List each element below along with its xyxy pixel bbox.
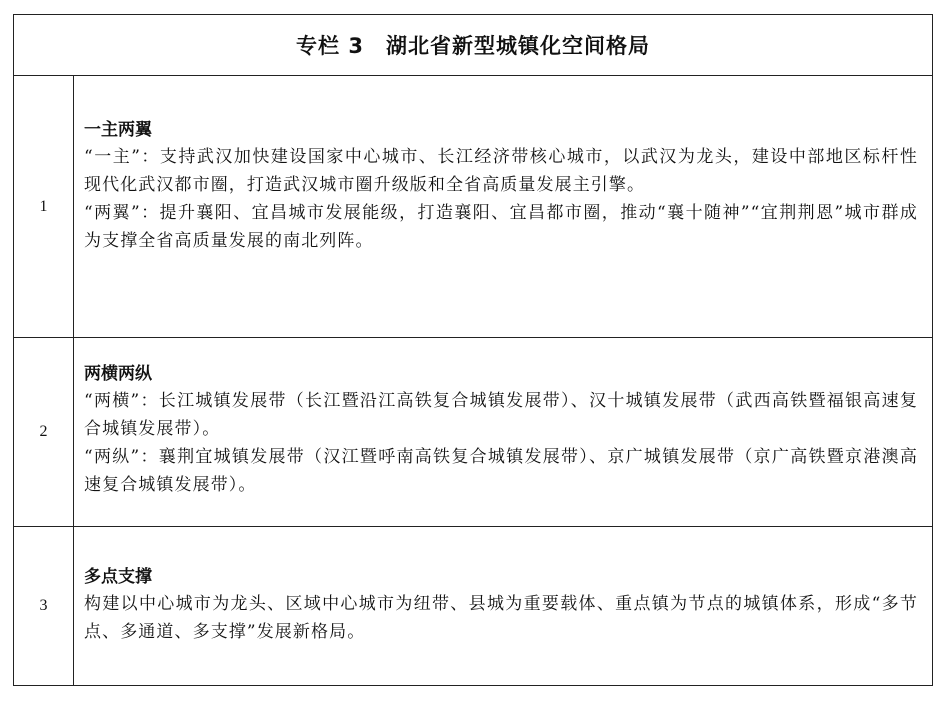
table-title-row — [14, 15, 932, 76]
row-paragraph: “两纵”：襄荆宜城镇发展带（汉江暨呼南高铁复合城镇发展带）、京广城镇发展带（京广高铁暨京港澳高速复合城镇发展带）。 — [84, 447, 918, 495]
row-paragraph: “两横”：长江城镇发展带（长江暨沿江高铁复合城镇发展带）、汉十城镇发展带（武西高铁暨福银高速复合城镇发展带）。 — [84, 391, 918, 439]
table-row — [14, 338, 932, 527]
row-paragraph: 构建以中心城市为龙头、区域中心城市为纽带、县城为重要载体、重点镇为节点的城镇体系，形成“多节点、多通道、多支撑”发展新格局。 — [84, 594, 918, 642]
row-heading: 一主两翼 — [84, 120, 152, 140]
row-number: 2 — [14, 338, 74, 526]
row-heading: 两横两纵 — [84, 364, 152, 384]
row-number: 3 — [14, 527, 74, 685]
row-paragraph: “两翼”：提升襄阳、宜昌城市发展能级，打造襄阳、宜昌都市圈，推动“襄十随神”“宜荆荆恩”城市群成为支撑全省高质量发展的南北列阵。 — [84, 203, 918, 251]
row-content — [74, 527, 932, 685]
row-content — [74, 76, 932, 337]
row-number: 1 — [14, 76, 74, 337]
row-paragraph: “一主”：支持武汉加快建设国家中心城市、长江经济带核心城市，以武汉为龙头，建设中部地区标杆性现代化武汉都市圈，打造武汉城市圈升级版和全省高质量发展主引擎。 — [84, 147, 918, 195]
table-row — [14, 527, 932, 685]
table-row — [14, 76, 932, 338]
table-title: 专栏 3 湖北省新型城镇化空间格局 — [296, 34, 650, 58]
table — [13, 14, 933, 686]
row-heading: 多点支撑 — [84, 567, 152, 587]
row-content — [74, 338, 932, 526]
